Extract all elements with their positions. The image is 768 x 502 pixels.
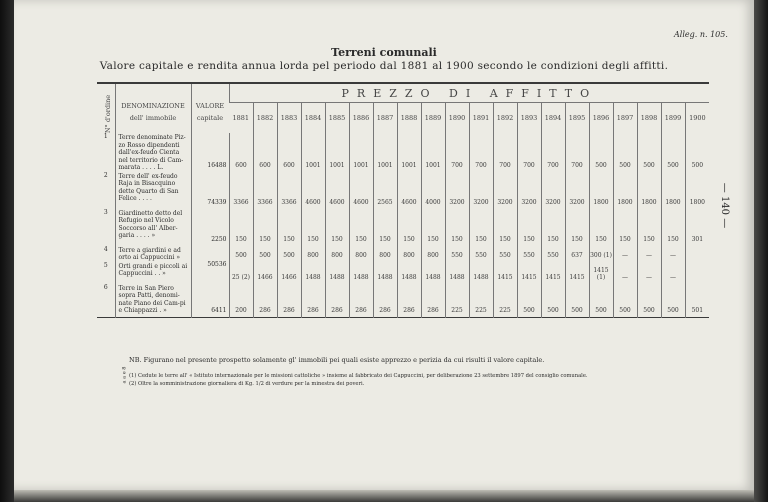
price-cell: 150 [661,209,685,246]
page-title: Terreni comunali [331,46,437,59]
price-cell: 500 [589,284,613,318]
price-cell: 1488 [373,262,397,284]
page-number: — 140 — [719,182,731,229]
header-valore: VALORE capitale [191,83,229,133]
price-cell: 200 [229,284,253,318]
price-cell: — [613,246,637,262]
price-cell: 1800 [685,172,709,209]
price-cell: 500 [613,133,637,172]
year-header: 1895 [565,103,589,134]
price-cell: 1488 [397,262,421,284]
table-row [97,246,709,262]
footnote-1: (1) Cedute le terre all' « Istituto internazionale per le missioni cattoliche » insieme al fabbricato dei Cappuccini, per deliberazione 23 settembre 1897 del consiglio comunale. [129,373,588,379]
price-cell: 500 [637,133,661,172]
price-cell: — [637,262,661,284]
price-cell: 300 (1) [589,246,613,262]
price-cell: 700 [517,133,541,172]
price-cell: 150 [373,209,397,246]
price-cell: 500 [613,284,637,318]
price-cell: 1488 [349,262,373,284]
price-cell: 4600 [301,172,325,209]
price-cell: 150 [613,209,637,246]
price-cell: 1415 [541,262,565,284]
price-cell: 500 [661,133,685,172]
price-cell: 1466 [277,262,301,284]
price-cell: 150 [445,209,469,246]
row-denominazione: Terre a giardini e ad orto ai Cappuccini » [115,246,191,262]
price-cell: 150 [517,209,541,246]
price-cell: 1001 [421,133,445,172]
year-header: 1889 [421,103,445,134]
price-cell [685,246,709,262]
price-cell: — [661,262,685,284]
row-number: 1 [103,133,108,140]
price-cell: 4000 [421,172,445,209]
price-cell: 2565 [373,172,397,209]
price-cell: 286 [277,284,301,318]
row-number: 6 [103,283,108,291]
price-cell: 1800 [589,172,613,209]
note-nb: NB. Figurano nel presente prospetto solamente gl' immobili pei quali esiste apprezzo e perizia da cui risulti il valore capitale. [129,356,545,364]
year-header: 1899 [661,103,685,134]
price-cell: 700 [565,133,589,172]
footnote-2: (2) Oltre la somministrazione giornaliera di Kg. 1/2 di verdure per la minestra dei poveri. [129,381,365,387]
row-number: 4 [103,245,108,253]
rent-table [97,82,709,318]
price-cell: 286 [421,284,445,318]
price-cell: 800 [397,246,421,262]
price-cell: 800 [373,246,397,262]
price-cell: 3366 [253,172,277,209]
price-cell: 600 [277,133,301,172]
price-cell: 500 [685,133,709,172]
price-cell: 1488 [325,262,349,284]
price-cell: 500 [517,284,541,318]
price-cell: 1800 [637,172,661,209]
price-cell: 286 [373,284,397,318]
allegato-label: Alleg. n. 105. [674,30,728,39]
row-number: 5 [103,261,108,269]
price-cell: 150 [349,209,373,246]
year-header: 1891 [469,103,493,134]
row-denominazione: Terre denominate Piz-zo Rosso dipendenti dall'ex-feudo Cienta nel territorio di Cam-marata . . . . L. [115,133,191,172]
price-cell: 700 [469,133,493,172]
row-valore: 16488 [191,133,229,172]
price-cell: 500 [277,246,301,262]
row-denominazione: Orti grandi e piccoli ai Cappuccini . . » [115,262,191,284]
price-cell: 150 [421,209,445,246]
price-cell: 1488 [421,262,445,284]
price-cell: 1488 [469,262,493,284]
price-cell: 637 [565,246,589,262]
table-row [97,262,709,284]
price-cell: 3200 [493,172,517,209]
price-cell: 286 [301,284,325,318]
year-header: 1886 [349,103,373,134]
price-cell: 150 [541,209,565,246]
price-cell: 150 [253,209,277,246]
price-cell: 550 [541,246,565,262]
price-cell: 150 [469,209,493,246]
price-cell: 500 [661,284,685,318]
price-cell: 150 [397,209,421,246]
price-cell: 800 [421,246,445,262]
price-cell: 150 [325,209,349,246]
price-cell: 1488 [301,262,325,284]
price-cell: 150 [565,209,589,246]
table-row [97,209,709,246]
price-cell: 4600 [349,172,373,209]
price-cell: — [661,246,685,262]
price-cell: 225 [493,284,517,318]
price-cell: 3200 [565,172,589,209]
price-cell: 500 [589,133,613,172]
page-bottom-edge [14,490,754,502]
price-cell: — [613,262,637,284]
year-header: 1890 [445,103,469,134]
header-denominazione: DENOMINAZIONE dell' immobile [115,83,191,133]
price-cell: 550 [517,246,541,262]
row-valore: 6411 [191,284,229,318]
price-cell: 25 (2) [229,262,253,284]
price-cell: 286 [325,284,349,318]
document-page [14,0,754,490]
price-cell: 225 [469,284,493,318]
margin-marks: a a e 8 [121,366,128,384]
header-prezzo: PREZZO DI AFFITTO [229,83,709,103]
row-valore: 74339 [191,172,229,209]
price-cell: 3200 [469,172,493,209]
price-cell: 550 [493,246,517,262]
year-header: 1894 [541,103,565,134]
price-cell: 700 [493,133,517,172]
row-valore: 50536 [191,246,229,284]
year-header: 1893 [517,103,541,134]
year-header: 1888 [397,103,421,134]
price-cell: 301 [685,209,709,246]
price-cell: 3200 [517,172,541,209]
price-cell: 1800 [613,172,637,209]
price-cell: 550 [469,246,493,262]
price-cell: — [637,246,661,262]
price-cell: 1001 [397,133,421,172]
price-cell: 1466 [253,262,277,284]
year-header: 1896 [589,103,613,134]
table-row [97,284,709,318]
price-cell: 4600 [325,172,349,209]
page-subtitle: Valore capitale e rendita annua lorda pel periodo dal 1881 al 1900 secondo le condizioni degli affitti. [99,60,669,72]
price-cell: 1001 [301,133,325,172]
price-cell: 700 [445,133,469,172]
price-cell: 1415 [493,262,517,284]
price-cell: 600 [229,133,253,172]
price-cell: 1415 [565,262,589,284]
table-row [97,133,709,172]
price-cell: 150 [637,209,661,246]
row-valore: 2250 [191,209,229,246]
price-cell [685,262,709,284]
price-cell: 286 [253,284,277,318]
price-cell: 500 [253,246,277,262]
price-cell: 800 [349,246,373,262]
price-cell: 150 [493,209,517,246]
price-cell: 500 [637,284,661,318]
price-cell: 500 [541,284,565,318]
price-cell: 1001 [349,133,373,172]
price-cell: 150 [229,209,253,246]
price-cell: 3366 [229,172,253,209]
price-cell: 501 [685,284,709,318]
year-header: 1897 [613,103,637,134]
price-cell: 1415 (1) [589,262,613,284]
row-number: 2 [103,171,108,179]
price-cell: 3366 [277,172,301,209]
table-row [97,172,709,209]
price-cell: 150 [301,209,325,246]
year-header: 1892 [493,103,517,134]
price-cell: 1001 [325,133,349,172]
price-cell: 3200 [541,172,565,209]
year-header: 1881 [232,114,250,122]
price-cell: 4600 [397,172,421,209]
price-cell: 800 [325,246,349,262]
year-header: 1884 [301,103,325,134]
price-cell: 600 [253,133,277,172]
price-cell: 500 [565,284,589,318]
year-header: 1898 [637,103,661,134]
price-cell: 225 [445,284,469,318]
price-cell: 286 [349,284,373,318]
price-cell: 150 [589,209,613,246]
price-cell: 286 [397,284,421,318]
price-cell: 150 [277,209,301,246]
price-cell: 1488 [445,262,469,284]
year-header: 1887 [373,103,397,134]
price-cell: 500 [229,246,253,262]
price-cell: 1415 [517,262,541,284]
price-cell: 700 [541,133,565,172]
year-header: 1883 [277,103,301,134]
header-ordine: N° d'ordine [104,94,113,133]
row-number: 3 [103,208,108,216]
row-denominazione: Terre in San Piero sopra Patti, denomi-nate Piano dei Cam-pi e Chiappazzi . » [115,284,191,318]
row-denominazione: Terre dell' ex-feudo Raja in Bisacquino dette Quarto di San Felice . . . . [115,172,191,209]
price-cell: 1001 [373,133,397,172]
year-header: 1882 [253,103,277,134]
background-left [0,0,14,502]
price-cell: 800 [301,246,325,262]
background-right [754,0,768,502]
price-cell: 550 [445,246,469,262]
row-denominazione: Giardinetto detto del Refugio nel Vicolo Soccorso all' Alber-garia . . . . » [115,209,191,246]
price-cell: 1800 [661,172,685,209]
year-header: 1885 [325,103,349,134]
price-cell: 3200 [445,172,469,209]
year-header: 1900 [685,103,709,134]
